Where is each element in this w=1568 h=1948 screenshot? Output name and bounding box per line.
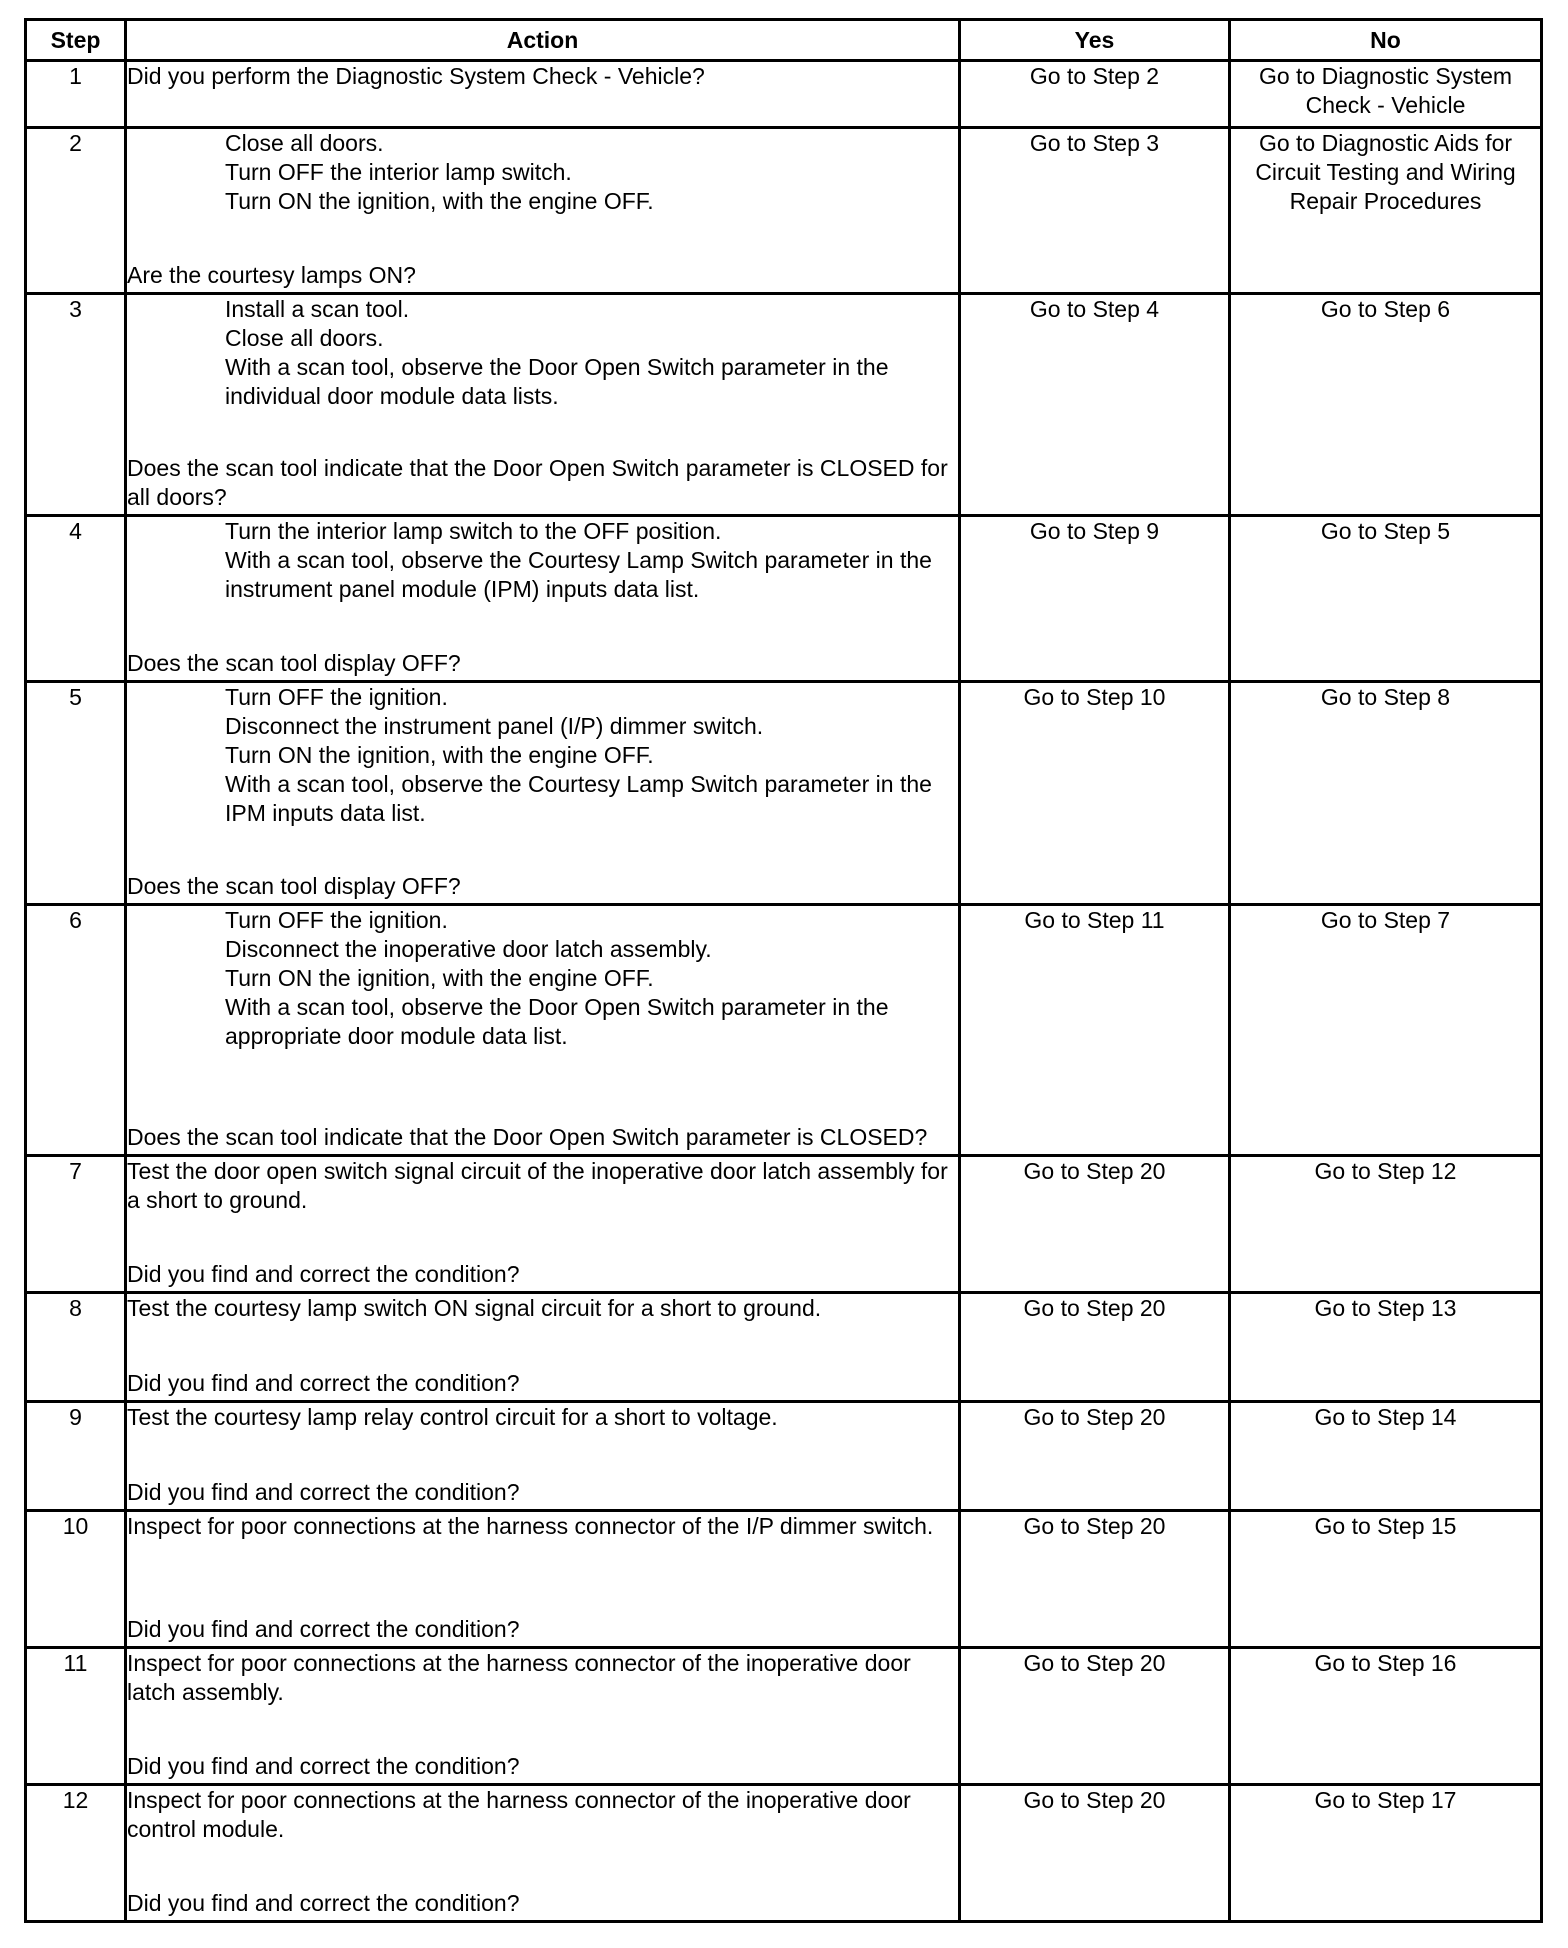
instruction-item: Turn OFF the interior lamp switch. (225, 159, 572, 185)
table-row (26, 905, 1542, 1156)
yes-cell: Go to Step 20 (960, 1156, 1230, 1293)
instruction-list (127, 906, 958, 1051)
table-row (26, 1293, 1542, 1402)
instruction-item: Install a scan tool. (225, 296, 410, 322)
table-row (26, 516, 1542, 682)
action-cell (126, 1511, 960, 1648)
instruction-item: Turn ON the ignition, with the engine OFF. (225, 742, 654, 768)
yes-cell: Go to Step 20 (960, 1402, 1230, 1511)
yes-cell: Go to Step 9 (960, 516, 1230, 682)
diagnostic-table (24, 18, 1543, 1923)
action-text: Test the courtesy lamp switch ON signal circuit for a short to ground. (127, 1295, 822, 1321)
yes-cell: Go to Step 4 (960, 294, 1230, 516)
table-row (26, 1785, 1542, 1922)
step-number-cell: 7 (26, 1156, 126, 1293)
no-cell: Go to Step 5 (1230, 516, 1542, 682)
yes-cell: Go to Step 2 (960, 61, 1230, 128)
no-cell: Go to Step 15 (1230, 1511, 1542, 1648)
action-text: Inspect for poor connections at the harness connector of the I/P dimmer switch. (127, 1513, 934, 1539)
table-row (26, 682, 1542, 905)
action-cell (126, 1156, 960, 1293)
yes-cell: Go to Step 3 (960, 128, 1230, 294)
instruction-item: Turn OFF the ignition. (225, 684, 448, 710)
instruction-item: Turn ON the ignition, with the engine OFF. (225, 965, 654, 991)
action-question: Did you find and correct the condition? (127, 1261, 520, 1287)
no-cell: Go to Diagnostic System Check - Vehicle (1230, 61, 1542, 128)
action-cell (126, 682, 960, 905)
step-number-cell: 3 (26, 294, 126, 516)
instruction-item: Turn OFF the ignition. (225, 907, 448, 933)
table-row (26, 1402, 1542, 1511)
step-number-cell: 1 (26, 61, 126, 128)
instruction-list (127, 295, 958, 411)
instruction-item: With a scan tool, observe the Door Open Switch parameter in the appropriate door module data list. (225, 994, 889, 1049)
no-cell: Go to Step 6 (1230, 294, 1542, 516)
yes-cell: Go to Step 20 (960, 1293, 1230, 1402)
action-cell (126, 1648, 960, 1785)
action-text: Test the courtesy lamp relay control circuit for a short to voltage. (127, 1404, 778, 1430)
action-question: Did you find and correct the condition? (127, 1370, 520, 1396)
step-number-cell: 5 (26, 682, 126, 905)
action-question: Does the scan tool indicate that the Door Open Switch parameter is CLOSED? (127, 1124, 928, 1150)
no-cell: Go to Step 13 (1230, 1293, 1542, 1402)
action-cell (126, 905, 960, 1156)
action-question: Does the scan tool display OFF? (127, 873, 461, 899)
instruction-list (127, 129, 958, 216)
table-row (26, 1648, 1542, 1785)
yes-cell: Go to Step 11 (960, 905, 1230, 1156)
no-cell: Go to Step 17 (1230, 1785, 1542, 1922)
step-number-cell: 6 (26, 905, 126, 1156)
action-question: Did you perform the Diagnostic System Check - Vehicle? (127, 63, 705, 89)
action-cell (126, 128, 960, 294)
diagnostic-table-sheet (24, 18, 1540, 1923)
instruction-item: Disconnect the inoperative door latch assembly. (225, 936, 712, 962)
action-cell (126, 294, 960, 516)
table-row (26, 128, 1542, 294)
header-step: Step (26, 20, 126, 61)
action-cell (126, 516, 960, 682)
table-body (26, 61, 1542, 1922)
action-cell (126, 1293, 960, 1402)
instruction-item: Turn the interior lamp switch to the OFF position. (225, 518, 722, 544)
step-number-cell: 12 (26, 1785, 126, 1922)
action-question: Does the scan tool display OFF? (127, 650, 461, 676)
instruction-item: Disconnect the instrument panel (I/P) dimmer switch. (225, 713, 764, 739)
action-cell (126, 61, 960, 128)
action-cell (126, 1785, 960, 1922)
header-no: No (1230, 20, 1542, 61)
action-question: Did you find and correct the condition? (127, 1753, 520, 1779)
instruction-item: Turn ON the ignition, with the engine OFF. (225, 188, 654, 214)
instruction-item: Close all doors. (225, 130, 384, 156)
instruction-item: With a scan tool, observe the Courtesy Lamp Switch parameter in the IPM inputs data list. (225, 771, 932, 826)
yes-cell: Go to Step 10 (960, 682, 1230, 905)
no-cell: Go to Step 12 (1230, 1156, 1542, 1293)
yes-cell: Go to Step 20 (960, 1648, 1230, 1785)
instruction-list (127, 517, 958, 604)
yes-cell: Go to Step 20 (960, 1785, 1230, 1922)
action-question: Does the scan tool indicate that the Door Open Switch parameter is CLOSED for all doors? (127, 455, 948, 510)
action-text: Inspect for poor connections at the harness connector of the inoperative door control module. (127, 1787, 911, 1842)
yes-cell: Go to Step 20 (960, 1511, 1230, 1648)
no-cell: Go to Step 8 (1230, 682, 1542, 905)
step-number-cell: 11 (26, 1648, 126, 1785)
instruction-list (127, 683, 958, 828)
table-row (26, 1511, 1542, 1648)
action-text: Test the door open switch signal circuit of the inoperative door latch assembly for a short to ground. (127, 1158, 948, 1213)
instruction-item: With a scan tool, observe the Door Open Switch parameter in the individual door module data lists. (225, 354, 889, 409)
no-cell: Go to Step 16 (1230, 1648, 1542, 1785)
no-cell: Go to Step 14 (1230, 1402, 1542, 1511)
step-number-cell: 2 (26, 128, 126, 294)
table-row (26, 294, 1542, 516)
header-yes: Yes (960, 20, 1230, 61)
instruction-item: Close all doors. (225, 325, 384, 351)
action-question: Did you find and correct the condition? (127, 1616, 520, 1642)
no-cell: Go to Step 7 (1230, 905, 1542, 1156)
action-question: Did you find and correct the condition? (127, 1890, 520, 1916)
action-text: Inspect for poor connections at the harness connector of the inoperative door latch assembly. (127, 1650, 911, 1705)
step-number-cell: 9 (26, 1402, 126, 1511)
action-question: Did you find and correct the condition? (127, 1479, 520, 1505)
step-number-cell: 8 (26, 1293, 126, 1402)
table-row (26, 1156, 1542, 1293)
instruction-item: With a scan tool, observe the Courtesy Lamp Switch parameter in the instrument panel module (IPM) inputs data list. (225, 547, 932, 602)
action-question: Are the courtesy lamps ON? (127, 262, 416, 288)
header-row (26, 20, 1542, 61)
step-number-cell: 4 (26, 516, 126, 682)
step-number-cell: 10 (26, 1511, 126, 1648)
table-row (26, 61, 1542, 128)
action-cell (126, 1402, 960, 1511)
header-action: Action (126, 20, 960, 61)
no-cell: Go to Diagnostic Aids for Circuit Testing and Wiring Repair Procedures (1230, 128, 1542, 294)
